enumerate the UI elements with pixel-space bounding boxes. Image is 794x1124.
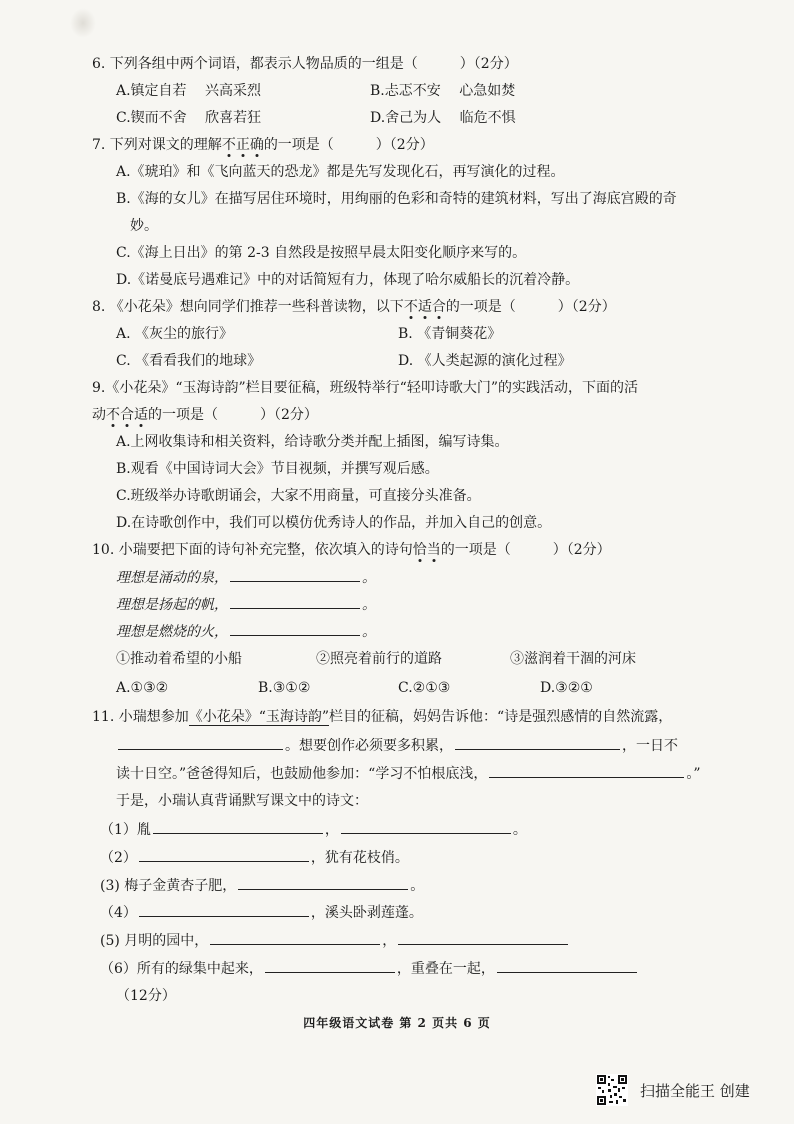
q11-recite-5: (5) 月明的园中， ， — [100, 930, 570, 951]
q9-stem-line1: 9.《小花朵》“玉海诗韵”栏目要征稿，班级特举行“轻叩诗歌大门”的实践活动，下面的活 — [92, 380, 638, 396]
answer-blank[interactable] — [139, 847, 309, 862]
answer-blank[interactable] — [118, 735, 283, 750]
answer-blank[interactable] — [230, 621, 360, 636]
q6-option-d: D.舍己为人 临危不惧 — [370, 110, 516, 126]
q6-option-b: B.忐忑不安 心急如焚 — [370, 83, 516, 99]
q6-option-c: C.锲而不舍 欣喜若狂 — [116, 110, 262, 126]
answer-blank[interactable] — [489, 763, 684, 778]
answer-blank[interactable] — [210, 930, 380, 945]
q10-option-b: B.③①② — [258, 680, 311, 696]
q11-recite-2: （2） ，犹有花枝俏。 — [100, 847, 409, 868]
q11-stem-line4: 于是，小瑞认真背诵默写课文中的诗文： — [116, 793, 368, 809]
answer-blank[interactable] — [341, 819, 511, 834]
paper-smudge — [70, 8, 96, 38]
answer-blank[interactable] — [497, 958, 637, 973]
answer-blank[interactable] — [455, 735, 620, 750]
scanner-watermark: 扫描全能王 创建 — [640, 1082, 750, 1100]
q9-option-b: B.观看《中国诗词大会》节目视频，并撰写观后感。 — [116, 461, 439, 477]
q10-option-a: A.①③② — [116, 680, 169, 696]
q10-poem-line-3: 理想是燃烧的火， 。 — [116, 621, 376, 642]
q6-stem: 6. 下列各组中两个词语，都表示人物品质的一组是（ ）（2分） — [92, 56, 518, 72]
q7-option-b-cont: 妙。 — [130, 218, 158, 234]
q6-option-a: A.镇定自若 兴高采烈 — [116, 83, 262, 99]
answer-blank[interactable] — [153, 819, 323, 834]
q8-option-d: D. 《人类起源的演化过程》 — [398, 353, 572, 369]
answer-blank[interactable] — [398, 930, 568, 945]
q11-score: （12分） — [116, 988, 176, 1004]
q9-option-c: C.班级举办诗歌朗诵会，大家不用商量，可直接分头准备。 — [116, 488, 481, 504]
answer-blank[interactable] — [265, 958, 395, 973]
q7-option-d: D.《诺曼底号遇难记》中的对话简短有力，体现了哈尔威船长的沉着冷静。 — [116, 272, 580, 288]
q11-stem-line3: 读十日空。”爸爸得知后，也鼓励他参加：“学习不怕根底浅， 。” — [116, 763, 701, 784]
page-footer: 四年级语文试卷 第 2 页共 6 页 — [303, 1016, 491, 1030]
q10-stem: 10. 小瑞要把下面的诗句补充完整，依次填入的诗句恰当的一项是（ ）（2分） — [92, 542, 611, 558]
q10-item-2: ②照亮着前行的道路 — [316, 651, 442, 667]
q7-stem: 7. 下列对课文的理解不正确的一项是（ ）（2分） — [92, 137, 434, 153]
q11-recite-4: （4） ，溪头卧剥莲蓬。 — [100, 902, 423, 923]
qr-code-icon — [596, 1074, 628, 1106]
q11-stem-line1: 11. 小瑞想参加《小花朵》“玉海诗韵”栏目的征稿，妈妈告诉他：“诗是强烈感情的自然流露， — [92, 709, 673, 725]
answer-blank[interactable] — [238, 875, 408, 890]
q9-option-d: D.在诗歌创作中，我们可以模仿优秀诗人的作品，并加入自己的创意。 — [116, 515, 552, 531]
q10-item-3: ③滋润着干涸的河床 — [510, 651, 636, 667]
answer-blank[interactable] — [230, 594, 360, 609]
q8-option-c: C. 《看看我们的地球》 — [116, 353, 262, 369]
q11-stem-line2: 。想要创作必须要多积累， ，一日不 — [116, 735, 678, 756]
q8-stem: 8. 《小花朵》想向同学们推荐一些科普读物，以下不适合的一项是（ ）（2分） — [92, 299, 616, 315]
q7-option-a: A.《琥珀》和《飞向蓝天的恐龙》都是先写发现化石，再写演化的过程。 — [116, 164, 565, 180]
q9-option-a: A.上网收集诗和相关资料，给诗歌分类并配上插图，编写诗集。 — [116, 434, 509, 450]
q7-option-c: C.《海上日出》的第 2-3 自然段是按照早晨太阳变化顺序来写的。 — [116, 245, 527, 261]
q10-option-c: C.②①③ — [398, 680, 451, 696]
q10-item-1: ①推动着希望的小船 — [116, 651, 242, 667]
q11-recite-6: （6）所有的绿集中起来， ，重叠在一起， — [100, 958, 639, 979]
q8-option-a: A. 《灰尘的旅行》 — [116, 326, 234, 342]
q10-poem-line-2: 理想是扬起的帆， 。 — [116, 594, 376, 615]
answer-blank[interactable] — [139, 902, 309, 917]
q9-stem-line2: 动不合适的一项是（ ）（2分） — [92, 407, 318, 423]
answer-blank[interactable] — [230, 567, 360, 582]
q11-recite-1: （1）胤 ， 。 — [100, 819, 527, 840]
q8-option-b: B. 《青铜葵花》 — [398, 326, 502, 342]
q11-recite-3: (3) 梅子金黄杏子肥， 。 — [100, 875, 424, 896]
q10-poem-line-1: 理想是涌动的泉， 。 — [116, 567, 376, 588]
q7-option-b: B.《海的女儿》在描写居住环境时，用绚丽的色彩和奇特的建筑材料，写出了海底宫殿的奇 — [116, 191, 677, 207]
q10-option-d: D.③②① — [540, 680, 593, 696]
